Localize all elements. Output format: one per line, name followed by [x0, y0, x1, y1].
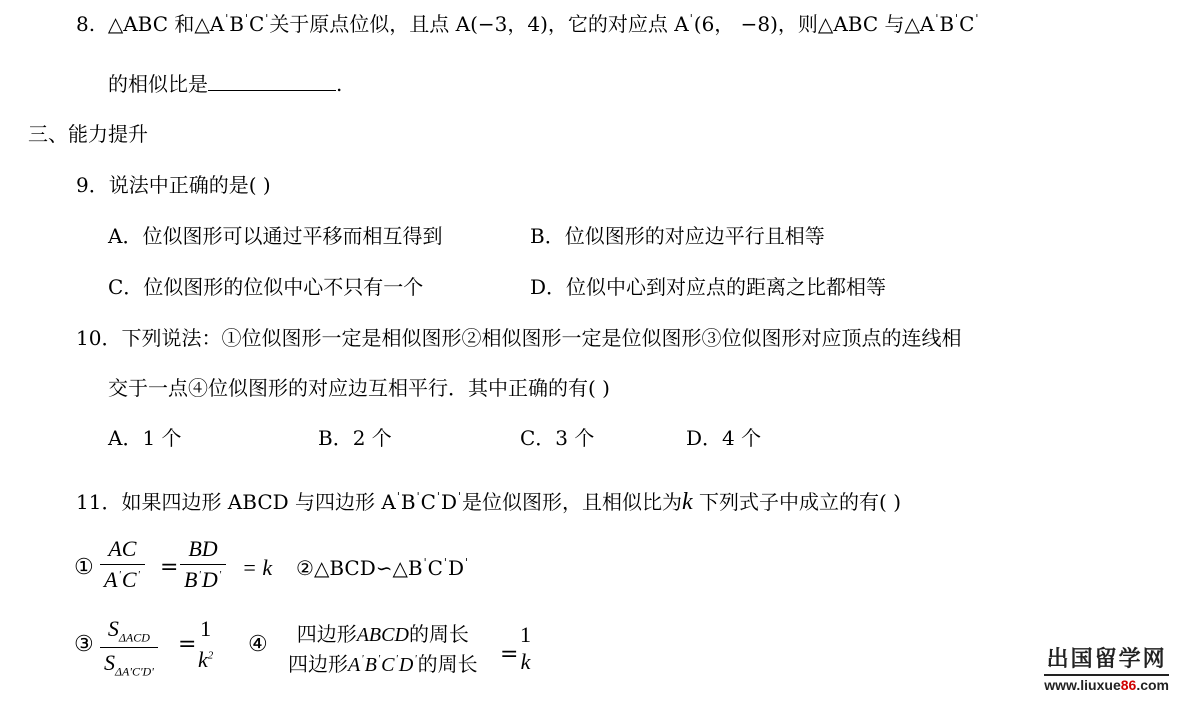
- q8-line2: [108, 70, 342, 98]
- item1-frac1-den-a: A: [104, 567, 118, 592]
- item1-equals-k: = k: [242, 555, 273, 580]
- q10-option-c[interactable]: C．3 个: [520, 426, 595, 450]
- watermark-title: 出国留学网: [1046, 647, 1167, 672]
- item1-marker: ①: [74, 555, 94, 580]
- prime-mark: ': [225, 12, 229, 25]
- item3-fraction: [100, 616, 158, 680]
- item3-rhs-fraction: [194, 616, 217, 673]
- q11-stem-c: C: [420, 490, 436, 514]
- prime-mark: ': [396, 490, 400, 503]
- q8-line2-text: 的相似比是: [108, 72, 208, 96]
- item1-frac2-numerator: BD: [188, 536, 218, 561]
- q9-stem: 9．说法中正确的是( ): [76, 173, 271, 197]
- q8-line1: [76, 10, 979, 42]
- item1-frac1-numerator: AC: [108, 536, 137, 561]
- site-watermark-logo: [1044, 642, 1169, 693]
- q8-text-f: B: [939, 12, 955, 36]
- item4-den-f: 的周长: [417, 652, 478, 676]
- item4-num-a: 四边形: [296, 622, 357, 646]
- q8-text-g: C: [959, 12, 975, 36]
- item3-rhs-one: 1: [200, 616, 212, 641]
- item1-fraction-2: [180, 536, 226, 593]
- q10-line2: 交于一点④位似图形的对应边互相平行．其中正确的有( ): [108, 376, 610, 400]
- item3-num-subscript: ΔACD: [118, 630, 150, 645]
- prime-mark: ': [361, 653, 364, 665]
- prime-mark: ': [218, 569, 222, 581]
- prime-mark: ': [244, 12, 248, 25]
- item3-exponent: 2: [207, 649, 214, 662]
- item1-frac2-den-b: D: [201, 567, 218, 592]
- prime-mark: ': [265, 12, 269, 25]
- item2-marker: ②: [296, 556, 314, 580]
- answer-blank[interactable]: [208, 72, 336, 91]
- item1-equals: =: [160, 555, 179, 580]
- prime-mark: ': [414, 653, 417, 665]
- prime-mark: ': [395, 653, 398, 665]
- prime-mark: ': [689, 12, 693, 25]
- q9-option-d[interactable]: D．位似中心到对应点的距离之比都相等: [530, 275, 887, 299]
- item3-den-sub-b: C: [131, 664, 140, 679]
- item3-rhs-k: k: [198, 647, 208, 672]
- item3-equals: =: [178, 632, 197, 657]
- q8-text-a: △ABC 和△A: [107, 12, 225, 36]
- item4-num-c: 的周长: [408, 622, 469, 646]
- q11-stem-a: 11．如果四边形 ABCD 与四边形 A: [76, 490, 396, 514]
- item2-text-c: D: [447, 556, 464, 580]
- prime-mark: ': [151, 664, 154, 679]
- q9-option-a[interactable]: A．位似图形可以通过平移而相互得到: [108, 224, 443, 248]
- prime-mark: ': [423, 556, 427, 569]
- item1-fraction-1: [100, 536, 145, 593]
- q8-text-e: (6， −8)，则△ABC 与△A: [693, 12, 935, 36]
- item4-den-d: C: [381, 654, 395, 676]
- prime-mark: ': [457, 490, 462, 503]
- prime-mark: ': [139, 664, 143, 679]
- prime-mark: ': [464, 556, 469, 569]
- watermark-rule: [1044, 674, 1169, 676]
- prime-mark: ': [955, 12, 959, 25]
- item4-den-a: 四边形: [288, 652, 348, 676]
- watermark-url[interactable]: [1044, 677, 1169, 693]
- q8-text-d: 关于原点位似，且点 A(−3，4)，它的对应点 A: [269, 12, 689, 36]
- item3-s-den: S: [104, 650, 115, 676]
- item4-marker: ④: [248, 632, 268, 657]
- q9-option-b[interactable]: B．位似图形的对应边平行且相等: [530, 224, 825, 248]
- item4-rhs-k: k: [520, 649, 531, 674]
- item4-den-b: A: [348, 654, 361, 676]
- prime-mark: ': [436, 490, 440, 503]
- q11-stem-d: D: [440, 490, 457, 514]
- item2: [296, 554, 469, 586]
- prime-mark: ': [129, 664, 132, 679]
- prime-mark: ': [416, 490, 420, 503]
- q8-line2-end: .: [336, 72, 343, 96]
- fraction-bar: [194, 644, 217, 645]
- item3-marker: ③: [74, 632, 94, 657]
- item4-fraction: [284, 618, 482, 677]
- q10-option-d[interactable]: D．4 个: [686, 426, 762, 450]
- q11-stem-f: 下列式子中成立的有( ): [699, 490, 901, 514]
- fraction-bar: [100, 647, 158, 648]
- item2-text-b: C: [427, 556, 443, 580]
- q11-k: k: [682, 489, 693, 515]
- item4-equals: =: [500, 642, 519, 667]
- prime-mark: ': [443, 556, 447, 569]
- prime-mark: ': [975, 12, 979, 25]
- item2-text-a: △BCD∽△B: [313, 556, 423, 580]
- prime-mark: ': [118, 569, 121, 581]
- q10-option-a[interactable]: A．1 个: [108, 426, 182, 450]
- item4-den-e: D: [398, 654, 414, 676]
- q9-option-c[interactable]: C．位似图形的位似中心不只有一个: [108, 275, 424, 299]
- q10-option-b[interactable]: B．2 个: [318, 426, 392, 450]
- item4-den-c: B: [364, 654, 377, 676]
- prime-mark: ': [137, 569, 140, 581]
- q8-text-c: C: [248, 12, 265, 36]
- fraction-bar: [100, 564, 145, 565]
- item4-rhs-fraction: [516, 622, 535, 675]
- q8-number: 8.: [76, 12, 96, 36]
- section-title: 三、能力提升: [28, 122, 148, 146]
- prime-mark: ': [377, 653, 381, 665]
- q10-line1: 10．下列说法：①位似图形一定是相似图形②相似图形一定是位似图形③位似图形对应顶点的连线相: [76, 326, 962, 350]
- item3-s-num: S: [107, 616, 119, 641]
- watermark-url-c: .com: [1136, 677, 1169, 693]
- watermark-url-b: 86: [1120, 677, 1137, 693]
- q11-stem-b: B: [400, 490, 416, 514]
- item3-den-sub-c: D: [142, 664, 152, 679]
- item3-den-sub-a: ΔA: [115, 664, 130, 679]
- q8-text-b: B: [229, 12, 244, 36]
- item4-rhs-one: 1: [520, 622, 531, 647]
- q11-stem: [76, 488, 901, 520]
- prime-mark: ': [198, 569, 201, 581]
- item1-frac2-den-a: B: [184, 567, 198, 592]
- watermark-url-a: www.liuxue: [1044, 677, 1121, 693]
- item1-frac1-den-b: C: [121, 567, 137, 592]
- item4-num-b: ABCD: [356, 624, 409, 646]
- prime-mark: ': [935, 12, 939, 25]
- fraction-bar: [180, 564, 226, 565]
- q11-stem-e: 是位似图形，且相似比为: [462, 490, 683, 514]
